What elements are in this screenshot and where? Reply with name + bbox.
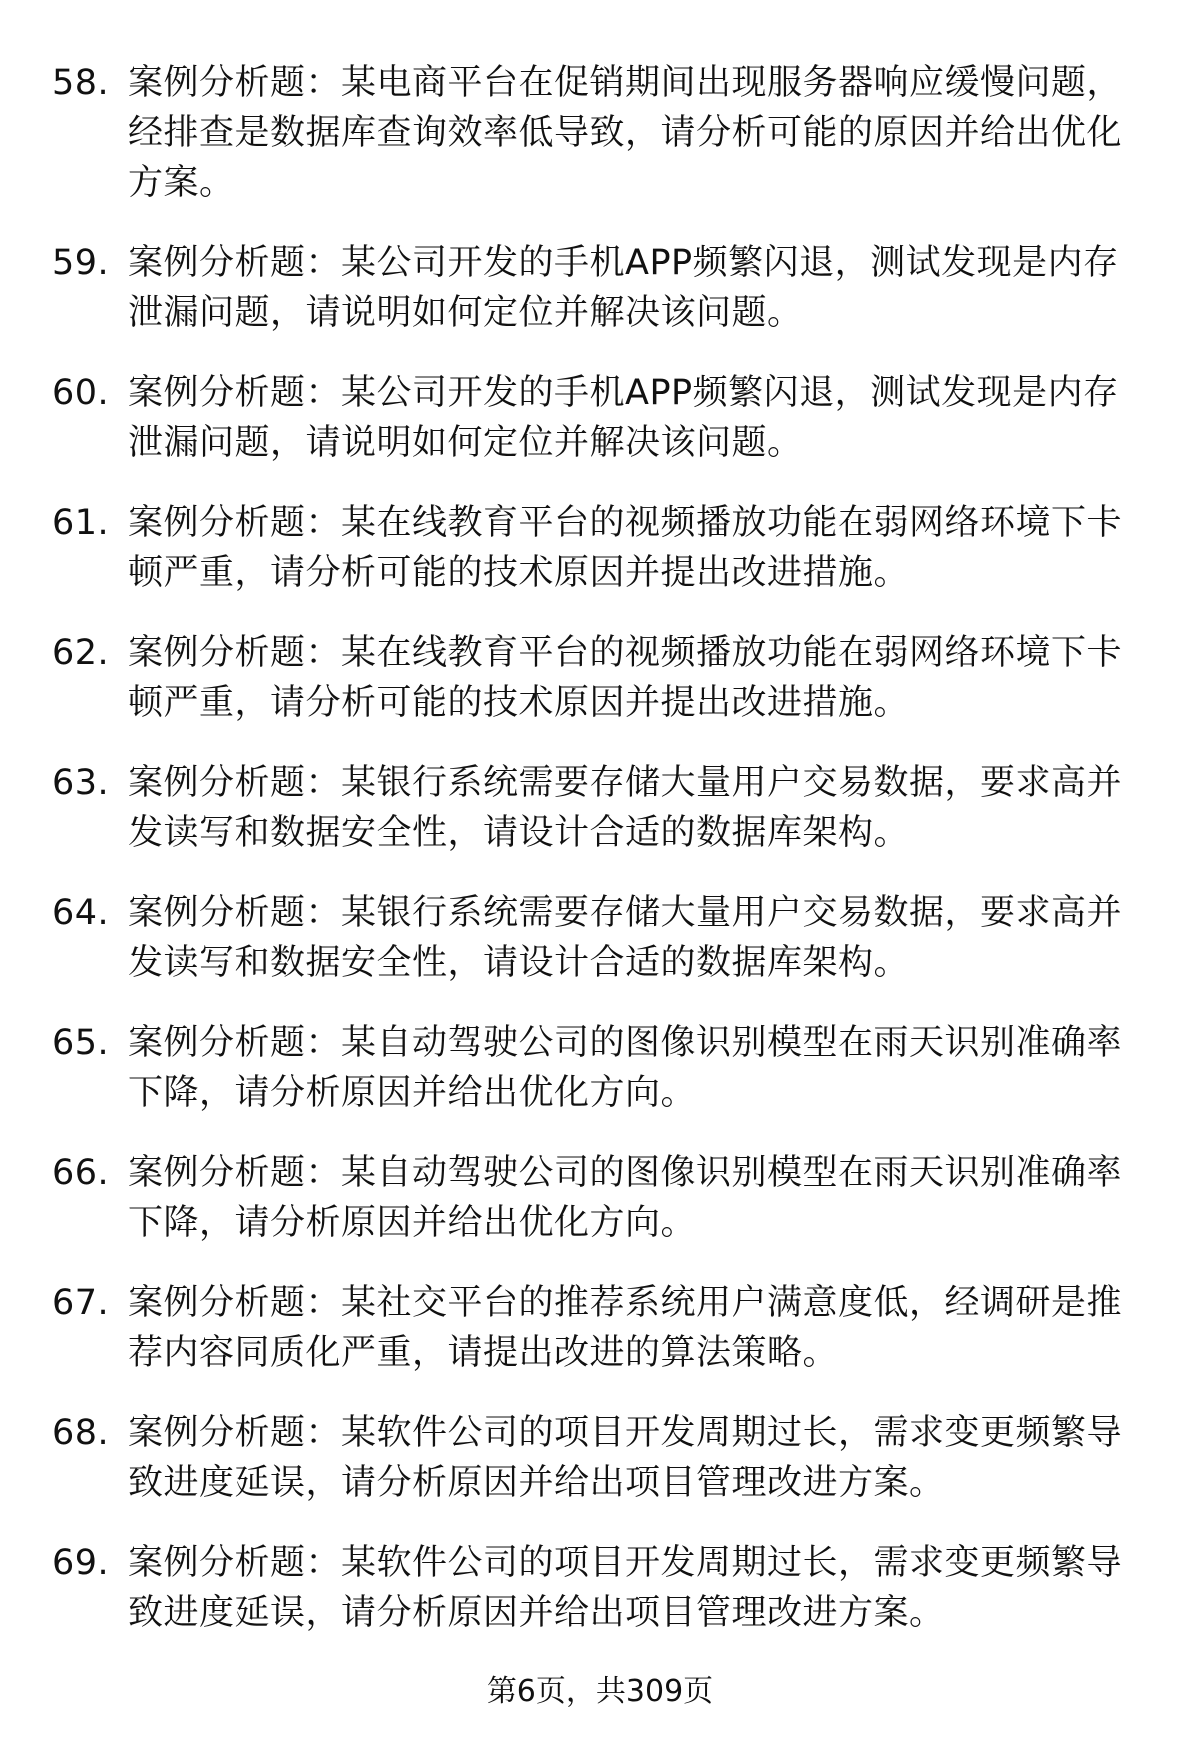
question-number: 69. xyxy=(52,1543,110,1583)
question-text: 案例分析题：某银行系统需要存储大量用户交易数据，要求高并发读写和数据安全性，请设计合适的数据库架构。 xyxy=(128,763,1123,853)
question-number: 60. xyxy=(52,373,110,413)
question-item xyxy=(52,58,1142,208)
question-text: 案例分析题：某软件公司的项目开发周期过长，需求变更频繁导致进度延误，请分析原因并给出项目管理改进方案。 xyxy=(128,1413,1123,1503)
question-text: 案例分析题：某公司开发的手机APP频繁闪退，测试发现是内存泄漏问题，请说明如何定位并解决该问题。 xyxy=(128,373,1119,463)
question-item xyxy=(52,758,1142,858)
question-item xyxy=(52,888,1142,988)
question-number: 61. xyxy=(52,503,110,543)
question-text: 案例分析题：某在线教育平台的视频播放功能在弱网络环境下卡顿严重，请分析可能的技术原因并提出改进措施。 xyxy=(128,503,1123,593)
question-item xyxy=(52,628,1142,728)
question-number: 58. xyxy=(52,63,110,103)
question-text: 案例分析题：某在线教育平台的视频播放功能在弱网络环境下卡顿严重，请分析可能的技术原因并提出改进措施。 xyxy=(128,633,1123,723)
question-text: 案例分析题：某银行系统需要存储大量用户交易数据，要求高并发读写和数据安全性，请设计合适的数据库架构。 xyxy=(128,893,1123,983)
question-text: 案例分析题：某社交平台的推荐系统用户满意度低，经调研是推荐内容同质化严重，请提出改进的算法策略。 xyxy=(128,1283,1123,1373)
question-item xyxy=(52,1018,1142,1118)
page-footer: 第6页，共309页 xyxy=(486,1674,714,1709)
question-item xyxy=(52,1148,1142,1248)
question-number: 67. xyxy=(52,1283,110,1323)
question-number: 63. xyxy=(52,763,110,803)
question-number: 62. xyxy=(52,633,110,673)
question-number: 59. xyxy=(52,243,110,283)
question-list xyxy=(52,58,1142,1668)
question-text: 案例分析题：某电商平台在促销期间出现服务器响应缓慢问题，经排查是数据库查询效率低导致，请分析可能的原因并给出优化方案。 xyxy=(128,63,1123,203)
question-number: 64. xyxy=(52,893,110,933)
question-text: 案例分析题：某自动驾驶公司的图像识别模型在雨天识别准确率下降，请分析原因并给出优化方向。 xyxy=(128,1153,1123,1243)
question-text: 案例分析题：某自动驾驶公司的图像识别模型在雨天识别准确率下降，请分析原因并给出优化方向。 xyxy=(128,1023,1123,1113)
question-number: 65. xyxy=(52,1023,110,1063)
question-text: 案例分析题：某软件公司的项目开发周期过长，需求变更频繁导致进度延误，请分析原因并给出项目管理改进方案。 xyxy=(128,1543,1123,1633)
question-text: 案例分析题：某公司开发的手机APP频繁闪退，测试发现是内存泄漏问题，请说明如何定位并解决该问题。 xyxy=(128,243,1119,333)
question-number: 68. xyxy=(52,1413,110,1453)
question-item xyxy=(52,498,1142,598)
question-item xyxy=(52,368,1142,468)
question-item xyxy=(52,1538,1142,1638)
question-item xyxy=(52,1278,1142,1378)
question-item xyxy=(52,1408,1142,1508)
question-item xyxy=(52,238,1142,338)
question-number: 66. xyxy=(52,1153,110,1193)
